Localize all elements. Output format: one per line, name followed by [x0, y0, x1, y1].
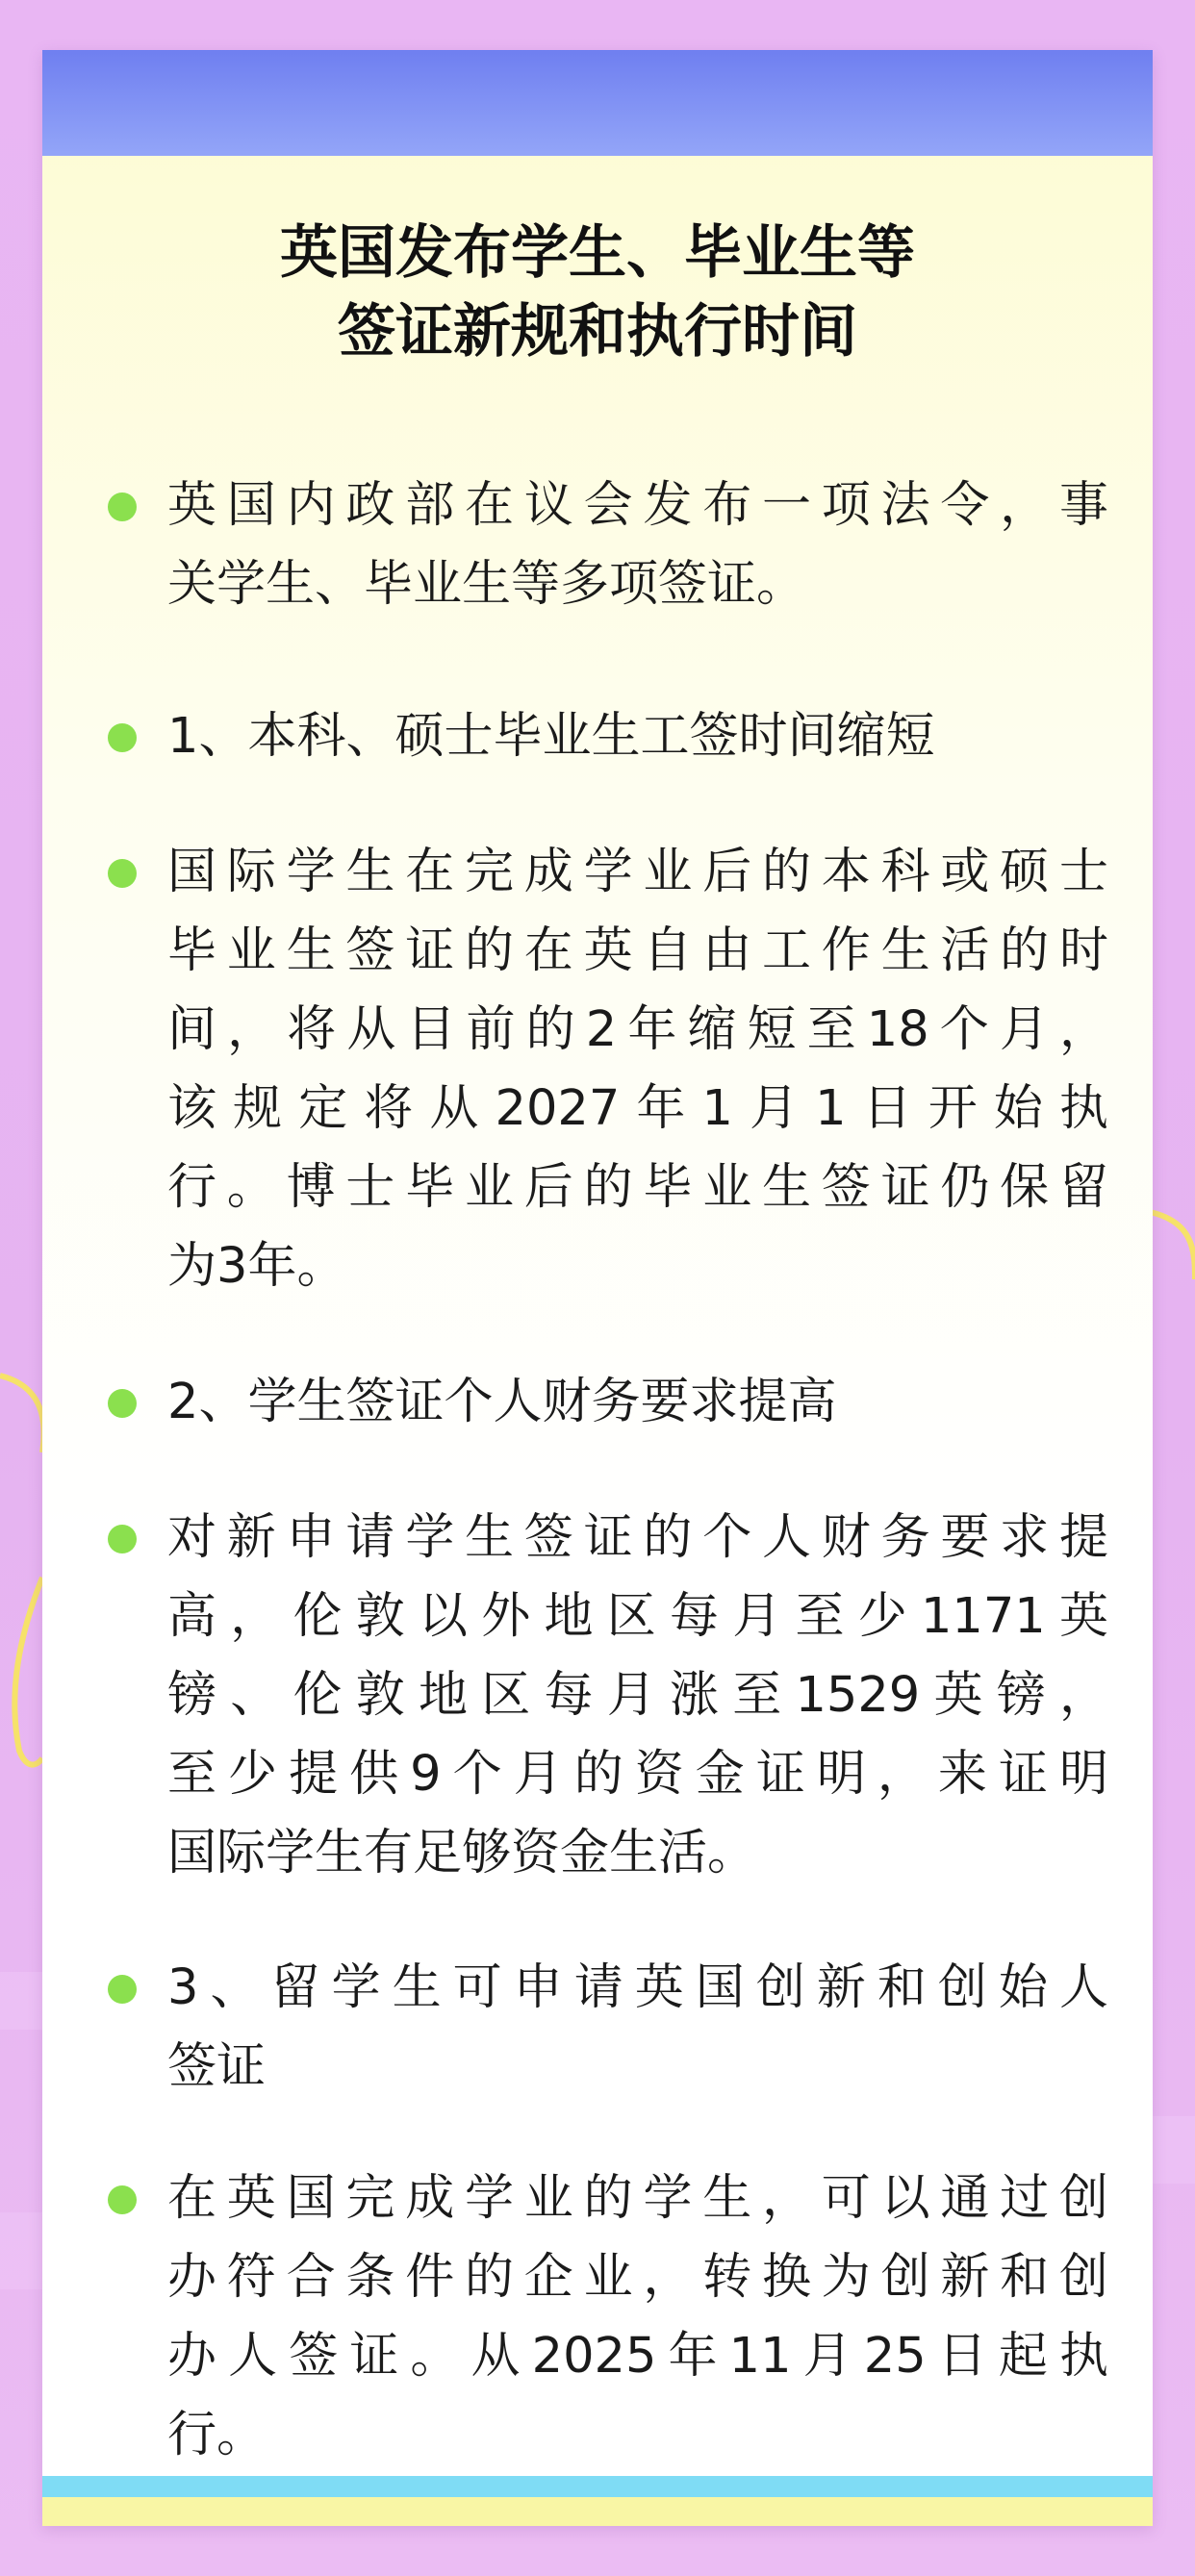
item-line: 行。博士毕业后的毕业生签证仍保留 — [167, 1159, 1108, 1216]
item-line: 对新申请学生签证的个人财务要求提 — [167, 1509, 1108, 1566]
title-line-2: 签证新规和执行时间 — [338, 298, 857, 366]
list-item — [42, 833, 1153, 1306]
item-line: 镑、伦敦地区每月涨至1529英镑， — [167, 1667, 1108, 1724]
bullet-dot-icon — [108, 723, 137, 752]
list-item-heading — [42, 1949, 1153, 2107]
page-title — [42, 214, 1153, 371]
item-line: 办人签证。从2025年11月25日起执 — [167, 2328, 1108, 2385]
item-line: 2、学生签证个人财务要求提高 — [167, 1374, 837, 1430]
item-line: 关学生、毕业生等多项签证。 — [167, 556, 806, 613]
item-line: 该规定将从2027年1月1日开始执 — [167, 1080, 1108, 1137]
content-card — [42, 50, 1153, 2526]
list-item — [42, 467, 1153, 624]
list-item — [42, 1499, 1153, 1893]
item-line: 英国内政部在议会发布一项法令，事 — [167, 477, 1108, 534]
item-line: 1、本科、硕士毕业生工签时间缩短 — [167, 708, 935, 765]
item-line: 国际学生在完成学业后的本科或硕士 — [167, 844, 1108, 900]
item-line: 国际学生有足够资金生活。 — [167, 1825, 757, 1881]
item-line: 毕业生签证的在英自由工作生活的时 — [167, 922, 1108, 979]
item-line: 3、留学生可申请英国创新和创始人 — [167, 1959, 1108, 2016]
item-line: 行。 — [167, 2407, 267, 2463]
card-header-band — [42, 50, 1153, 156]
item-line: 签证 — [167, 2038, 267, 2095]
card-bottom-band-yellow — [42, 2497, 1153, 2526]
item-line: 高，伦敦以外地区每月至少1171英 — [167, 1588, 1108, 1645]
bullet-dot-icon — [108, 1389, 137, 1418]
bullet-dot-icon — [108, 1975, 137, 2004]
bullet-dot-icon — [108, 2185, 137, 2214]
item-line: 间，将从目前的2年缩短至18个月， — [167, 1001, 1108, 1058]
bullet-dot-icon — [108, 859, 137, 888]
card-bottom-band-blue — [42, 2476, 1153, 2497]
item-line: 为3年。 — [167, 1238, 346, 1295]
title-line-1: 英国发布学生、毕业生等 — [280, 219, 915, 287]
item-line: 办符合条件的企业，转换为创新和创 — [167, 2249, 1108, 2306]
item-line: 至少提供9个月的资金证明，来证明 — [167, 1746, 1108, 1803]
item-line: 在英国完成学业的学生，可以通过创 — [167, 2170, 1108, 2227]
list-item-heading — [42, 697, 1153, 776]
bullet-dot-icon — [108, 1525, 137, 1553]
bullet-dot-icon — [108, 492, 137, 521]
list-item — [42, 2159, 1153, 2475]
list-item-heading — [42, 1363, 1153, 1442]
